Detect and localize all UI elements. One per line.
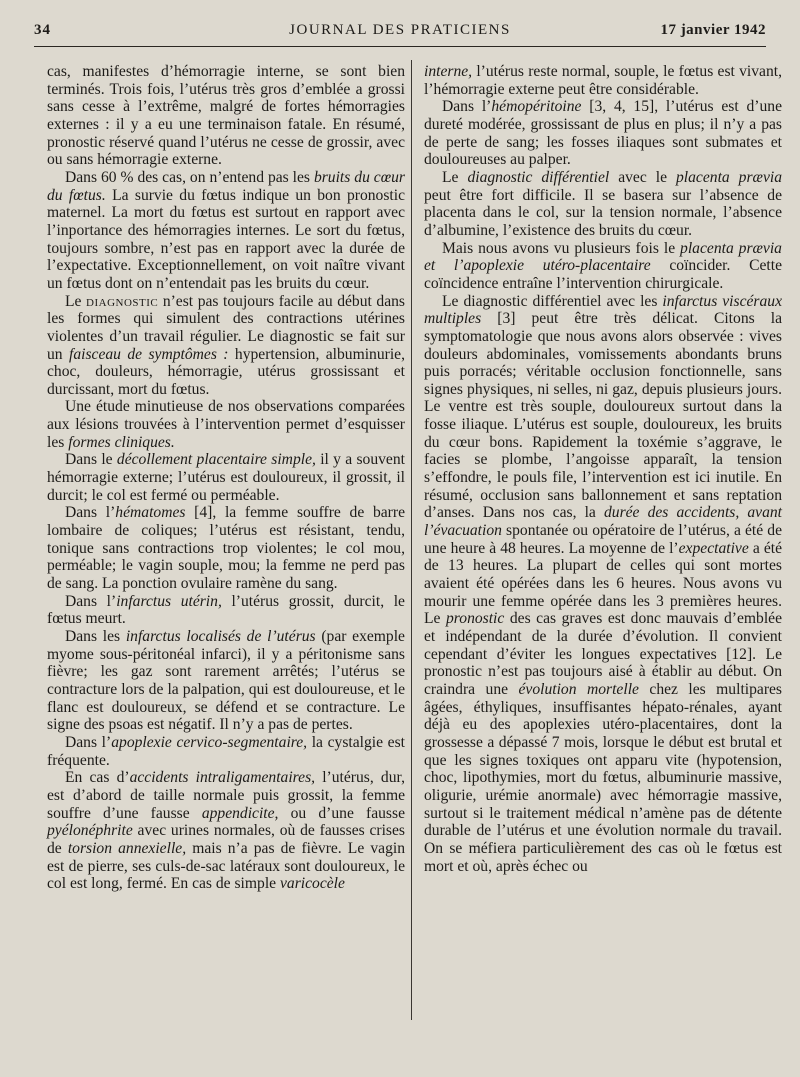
page-number: 34: [34, 22, 51, 38]
text-run: Dans l’: [65, 504, 116, 522]
italic-run: faisceau de symptômes :: [69, 345, 229, 363]
text-run: Dans l’: [65, 592, 117, 610]
text-run: spontanée ou opératoire de l’utérus, a été de une heure à 48 heures. La moyenne de l’: [424, 522, 782, 557]
paragraph: [47, 504, 405, 592]
paragraph: [47, 734, 405, 769]
text-run: chez les multipares âgées, éthyliques, insuffisantes hépato-rénales, ayant déjà eu des apoplexies utéro-placentaires, dont la grossesse a dépassé 7 mois, lorsque le début est brutal et que les signes toxiques ont apparu vite (hypotension, choc, lipothymies, mort du fœtus, albuminurie massive, oligurie, urémie anormale) avec hémorragie massive, surtout si le traitement médical n’amène pas de détente durable de l’utérus et une évolution normale du travail. On se méfiera particulièrement des cas où le fœtus est mort et où, après échec ou: [424, 680, 783, 875]
paragraph: [47, 451, 405, 504]
text-run: Le: [65, 292, 87, 310]
text-run: Mais nous avons vu plusieurs fois le: [442, 239, 681, 257]
text-run: n’est pas toujours facile au début dans les formes qui simulent des contractions utérines violentes d’un travail régulier. Le diagnostic se fait sur un: [47, 292, 405, 363]
paragraph: [47, 593, 405, 628]
text-run: l’utérus grossit, durcit, le fœtus meurt.: [47, 592, 405, 628]
text-run: l’utérus, dur, est d’abord de taille normale puis grossit, la femme souffre d’une fausse: [47, 769, 405, 822]
paragraph: [424, 293, 782, 876]
paragraph: [47, 398, 405, 451]
italic-run: durée des accidents, avant l’évacuation: [424, 504, 783, 540]
text-run: mais n’a pas de fièvre. Le vagin est de pierre, ses culs-de-sac latéraux sont douloureux, le col est long, fermé. En cas de simple: [47, 839, 405, 893]
text-run: Une étude minutieuse de nos observations comparées aux lésions trouvées à l’intervention permet d’esquisser les: [47, 398, 405, 451]
issue-date: 17 janvier 1942: [660, 22, 766, 38]
italic-run: expectative: [678, 539, 749, 557]
text-run: [4], la femme souffre de barre lombaire de coliques; l’utérus est résistant, tendu, tonique sans contractions trop violentes; le col mou, perméable; le vagin souple, mou; la femme ne perd pas de sang. La ponction ovulaire ramène du sang.: [47, 504, 405, 593]
italic-run: hémopéritoine: [491, 98, 582, 116]
paragraph: [424, 98, 782, 169]
italic-run: placenta prævia et l’apoplexie utéro-placentaire: [424, 239, 782, 275]
text-run: l’utérus reste normal, souple, le fœtus est vivant, l’hémorragie externe peut être considérable.: [424, 63, 782, 98]
text-run: Dans le: [65, 451, 117, 469]
italic-run: placenta prævia: [676, 168, 782, 186]
text-run: cas, manifestes d’hémorragie interne, se sont bien terminés. Trois fois, l’utérus très gros d’emblée a grossi sans cesse à l’extrême, malgré de fortes hémorragies externes : il y a eu une terminaison fatale. En résumé, pronostic réservé quand l’utérus ne cesse de grossir, avec ou sans hémorragie externe.: [47, 63, 405, 169]
italic-run: accidents intraligamentaires,: [129, 769, 316, 787]
text-run: Dans les: [65, 628, 126, 645]
text-run: Dans l’: [442, 98, 492, 116]
text-run: Le: [442, 168, 468, 186]
text-run: Dans 60 % des cas, on n’entend pas les: [65, 168, 314, 186]
italic-run: infarctus localisés de l’utérus: [125, 628, 316, 645]
text-run: des cas graves est donc mauvais d’emblée et indépendant de la durée d’évolution. Il convient cependant d’éviter les longues expectatives [12]. Le pronostic n’est pas toujours aisé à établir au début. On craindra une: [424, 610, 782, 698]
paragraph: [47, 63, 405, 169]
text-run: la cystalgie est fréquente.: [47, 733, 405, 769]
text-run: avec urines normales, où de fausses crises de: [47, 822, 405, 857]
text-run: Le diagnostic différentiel avec les: [442, 292, 663, 310]
text-run: diagnostic: [86, 292, 159, 310]
italic-run: bruits du cœur du fœtus.: [47, 168, 405, 204]
italic-run: pronostic: [445, 610, 505, 628]
paragraph: [424, 169, 782, 240]
italic-run: appendicite,: [201, 804, 279, 822]
italic-run: évolution mortelle: [518, 680, 639, 698]
paragraph: [47, 293, 405, 399]
text-run: avec le: [609, 168, 676, 186]
paragraph: [47, 769, 405, 893]
italic-run: diagnostic différentiel: [467, 168, 610, 186]
text-run: hypertension, albuminurie, choc, douleurs, hémorragie, utérus grossissant et durcissant, mort du fœtus.: [47, 345, 405, 398]
text-run: [3] peut être très délicat. Citons la symptomatologie que nous avons alors observée : vives douleurs abdominales, vomissements abondants bruns puis porracés; véritable occlusion fonctionnelle, sans signes physiques, ni selles, ni gaz, depuis plusieurs jours. Le ventre est très souple, douloureux surtout dans la fosse iliaque. L’utérus est souple, douloureux, les bruits du cœur bons. Rapidement la toxémie s’aggrave, le facies se plombe, l’angoisse apparaît, la tension s’effondre, le pouls file, l’intervention est ici inutile. En résumé, occlusion sans ballonnement et sans reptation d’anses. Dans nos cas, la: [424, 310, 782, 522]
italic-run: varicocèle: [279, 875, 345, 893]
italic-run: formes cliniques.: [68, 433, 175, 451]
text-run: Dans l’: [65, 733, 112, 751]
text-run: il y a souvent hémorragie externe; l’utérus est douloureux, il grossit, il durcit; le col est fermé ou perméable.: [47, 451, 405, 504]
text-run: La survie du fœtus indique un bon pronostic maternel. La mort du fœtus est surtout en rapport avec l’inportance des hémorragies internes. Le sort du fœtus, toujours sombre, n’est pas en rapport avec la durée de l’expectative. Exceptionnellement, on voit naître vivant un fœtus dont on n’entendait pas les bruits du cœur.: [47, 186, 405, 292]
italic-run: interne,: [424, 63, 473, 80]
italic-run: pyélonéphrite: [47, 822, 133, 840]
paragraph: [424, 240, 782, 293]
paragraph: [47, 628, 405, 734]
column-divider: [411, 60, 412, 1020]
italic-run: décollement placentaire simple,: [116, 451, 316, 469]
text-run: [3, 4, 15], l’utérus est d’une dureté modérée, grossissant de plus en plus; il n’y a pas de perte de sang; les fosses iliaques sont submates et douloureuses au palper.: [424, 98, 782, 169]
italic-run: torsion annexielle,: [67, 839, 187, 857]
paragraph: [424, 63, 782, 98]
text-run: coïncider. Cette coïncidence entraîne l’intervention chirurgicale.: [424, 257, 782, 292]
text-run: a été de 13 heures. La plupart de celles qui sont mortes avaient été opérées dans les 6 heures. Nous avons vu mourir une femme opérée dans les 3 premières heures. Le: [424, 539, 782, 628]
journal-title: JOURNAL DES PRATICIENS: [289, 22, 511, 38]
italic-run: infarctus utérin,: [116, 592, 222, 610]
left-column: [47, 63, 405, 893]
text-run: ou d’une fausse: [278, 804, 405, 822]
text-run: (par exemple myome sous-péritonéal infarci), il y a péritonisme sans fièvre; les gaz sont rarement arrêtés; l’utérus se contracture lors de la palpation, qui est douloureuse, et le flanc est douloureux, se défend et se contracture. Le signe des psoas est négatif. Il n’y a pas de pertes.: [47, 628, 405, 734]
paragraph: [47, 169, 405, 293]
text-run: peut être fort difficile. Il se basera sur l’absence de placenta dans le col, sur la tension normale, l’absence d’albumine, l’existence des bruits du cœur.: [424, 186, 782, 239]
right-column: [424, 63, 782, 875]
italic-run: hématomes: [115, 504, 186, 522]
italic-run: infarctus viscéraux multiples: [424, 292, 783, 328]
page-header: [34, 18, 766, 47]
italic-run: apoplexie cervico-segmentaire,: [111, 733, 308, 751]
text-run: En cas d’: [65, 769, 130, 787]
